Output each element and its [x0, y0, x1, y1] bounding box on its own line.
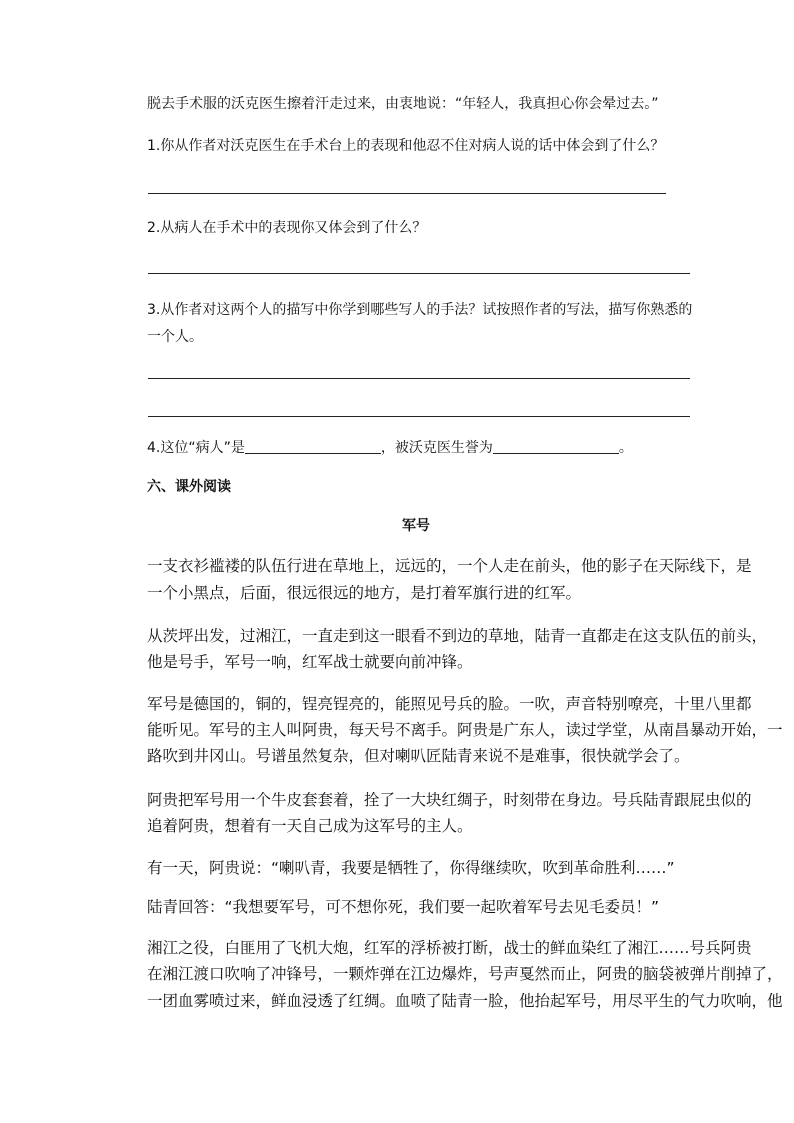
story-line: 在湘江渡口吹响了冲锋号，一颗炸弹在江边爆炸，号声戛然而止，阿贵的脑袋被弹片削掉了， [147, 965, 783, 983]
question-3: 3.从作者对这两个人的描写中你学到哪些写人的手法？试按照作者的写法，描写你熟悉的 [147, 302, 693, 318]
story-line: 一支衣衫褴褛的队伍行进在草地上，远远的，一个人走在前头，他的影子在天际线下，是 [147, 557, 752, 575]
story-line: 有一天，阿贵说：“喇叭青，我要是牺牲了，你得继续吹，吹到革命胜利……” [147, 859, 675, 877]
intro-line: 脱去手术服的沃克医生擦着汗走过来，由衷地说：“年轻人，我真担心你会晕过去。” [147, 96, 659, 112]
story-line: 他是号手，军号一响，红军战士就要向前冲锋。 [147, 653, 473, 671]
story-line: 军号是德国的，铜的，锃亮锃亮的，能照见号兵的脸。一吹，声音特别嘹亮，十里八里都 [147, 695, 752, 713]
question-4-suffix: 。 [618, 440, 633, 456]
story-line: 路吹到井冈山。号谱虽然复杂，但对喇叭匠陆青来说不是难事，很快就学会了。 [147, 747, 690, 765]
question-4-middle: ，被沃克医生誉为 [380, 440, 493, 456]
blank-2[interactable] [493, 438, 619, 454]
story-line: 一团血雾喷过来，鲜血浸透了红绸。血喷了陆青一脸，他抬起军号，用尽平生的气力吹响，他 [147, 992, 783, 1010]
section-heading: 六、课外阅读 [147, 479, 231, 495]
answer-line-2[interactable] [148, 273, 690, 274]
question-4 [147, 438, 633, 458]
story-line: 阿贵把军号用一个牛皮套套着，拴了一大块红绸子，时刻带在身边。号兵陆青跟屁虫似的 [147, 791, 752, 809]
story-title: 军号 [402, 518, 430, 534]
question-2: 2.从病人在手术中的表现你又体会到了什么？ [147, 220, 427, 236]
blank-1[interactable] [245, 438, 381, 454]
story-line: 能听见。军号的主人叫阿贵，每天号不离手。阿贵是广东人，读过学堂，从南昌暴动开始，一 [147, 721, 783, 739]
answer-line-3b[interactable] [148, 416, 690, 417]
story-line: 一个小黑点，后面，很远很远的地方，是打着军旗行进的红军。 [147, 584, 582, 602]
story-line: 从茨坪出发，过湘江，一直走到这一眼看不到边的草地，陆青一直都走在这支队伍的前头， [147, 627, 768, 645]
question-1: 1.你从作者对沃克医生在手术台上的表现和他忍不住对病人说的话中体会到了什么？ [147, 138, 665, 154]
answer-line-3a[interactable] [148, 378, 690, 379]
story-line: 湘江之役，白匪用了飞机大炮，红军的浮桥被打断，战士的鲜血染红了湘江……号兵阿贵 [147, 939, 752, 957]
answer-line-1[interactable] [148, 193, 666, 194]
question-4-prefix: 4.这位“病人”是 [147, 440, 245, 456]
story-line: 陆青回答：“我想要军号，可不想你死，我们要一起吹着军号去见毛委员！” [147, 898, 660, 916]
story-line: 追着阿贵，想着有一天自己成为这军号的主人。 [147, 817, 473, 835]
question-3-continued: 一个人。 [147, 329, 203, 345]
